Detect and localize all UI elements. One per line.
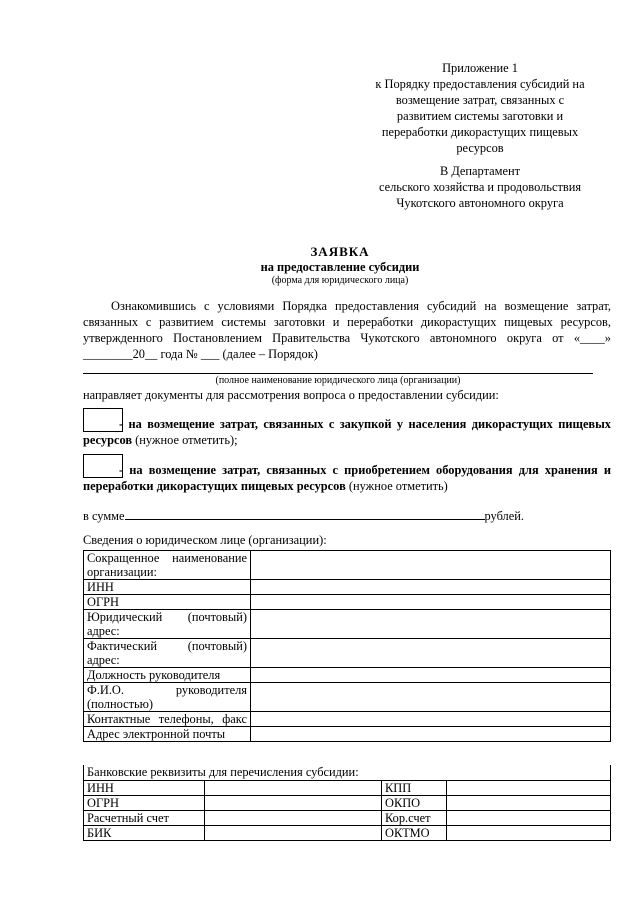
table-row xyxy=(84,639,611,668)
appendix-block xyxy=(355,60,605,156)
bank-value-account[interactable] xyxy=(205,811,382,826)
row-value-short-name[interactable] xyxy=(251,551,611,580)
row-value-legal-address[interactable] xyxy=(251,610,611,639)
option-purchase-text xyxy=(83,416,611,448)
row-label-head-name: Ф.И.О. руководителя (полностью) xyxy=(84,683,251,712)
table-row xyxy=(84,610,611,639)
appendix-line: к Порядку предоставления субсидий на xyxy=(375,77,585,91)
org-name-line[interactable] xyxy=(83,373,593,374)
appendix-line: ресурсов xyxy=(456,141,504,155)
bank-label-account: Расчетный счет xyxy=(84,811,205,826)
row-label-actual-address: Фактический (почтовый) адрес: xyxy=(84,639,251,668)
org-name-caption: (полное наименование юридического лица (организации) xyxy=(215,375,461,386)
row-value-head-position[interactable] xyxy=(251,668,611,683)
table-row xyxy=(84,781,611,796)
bank-label-okpo: ОКПО xyxy=(382,796,447,811)
appendix-line: развитием системы заготовки и xyxy=(396,109,564,123)
bank-value-corr-account[interactable] xyxy=(447,811,611,826)
table-row xyxy=(84,551,611,580)
bank-label-ogrn: ОГРН xyxy=(84,796,205,811)
row-label-phones: Контактные телефоны, факс xyxy=(84,712,251,727)
row-label-ogrn: ОГРН xyxy=(84,595,251,610)
document-form-note: (форма для юридического лица) xyxy=(271,275,409,286)
option-equipment-text xyxy=(83,462,611,494)
bank-label-kpp: КПП xyxy=(382,781,447,796)
addressee-line: В Департамент xyxy=(439,164,521,178)
row-value-email[interactable] xyxy=(251,727,611,742)
addressee-block xyxy=(355,163,605,211)
option-purchase-note: (нужное отметить); xyxy=(132,433,238,447)
sum-line xyxy=(83,507,611,524)
bank-label-bik: БИК xyxy=(84,826,205,841)
sum-blank-field[interactable] xyxy=(125,507,485,520)
table-row xyxy=(84,727,611,742)
sum-prefix: в сумме xyxy=(83,509,125,523)
row-value-actual-address[interactable] xyxy=(251,639,611,668)
appendix-line: Приложение 1 xyxy=(442,61,518,75)
table-row xyxy=(84,826,611,841)
bank-label-oktmo: ОКТМО xyxy=(382,826,447,841)
addressee-line: Чукотского автономного округа xyxy=(396,196,564,210)
row-label-head-position: Должность руководителя xyxy=(84,668,251,683)
option-equipment-label: - на возмещение затрат, связанных с приобретением оборудования для хранения и переработки дикорастущих пищевых ресурсов xyxy=(83,463,611,493)
title-block xyxy=(0,244,640,287)
table-row xyxy=(84,683,611,712)
document-subtitle: на предоставление субсидии xyxy=(260,260,420,274)
org-info-heading: Сведения о юридическом лице (организации): xyxy=(83,533,327,547)
org-info-table xyxy=(83,550,611,742)
bank-value-inn[interactable] xyxy=(205,781,382,796)
table-row xyxy=(84,796,611,811)
table-row xyxy=(84,712,611,727)
row-value-ogrn[interactable] xyxy=(251,595,611,610)
bank-value-okpo[interactable] xyxy=(447,796,611,811)
bank-value-bik[interactable] xyxy=(205,826,382,841)
bank-value-kpp[interactable] xyxy=(447,781,611,796)
bank-value-ogrn[interactable] xyxy=(205,796,382,811)
option-equipment-note: (нужное отметить) xyxy=(345,479,448,493)
addressee-line: сельского хозяйства и продовольствия xyxy=(378,180,582,194)
bank-details-caption: Банковские реквизиты для перечисления субсидии: xyxy=(83,765,611,780)
bank-value-oktmo[interactable] xyxy=(447,826,611,841)
table-row xyxy=(84,668,611,683)
row-value-head-name[interactable] xyxy=(251,683,611,712)
row-label-short-name: Сокращенное наименование организации: xyxy=(84,551,251,580)
table-row xyxy=(84,595,611,610)
row-label-email: Адрес электронной почты xyxy=(84,727,251,742)
sends-documents-text: направляет документы для рассмотрения вопроса о предоставлении субсидии: xyxy=(83,388,499,402)
document-title: ЗАЯВКА xyxy=(310,244,370,259)
bank-label-corr-account: Кор.счет xyxy=(382,811,447,826)
table-row xyxy=(84,580,611,595)
row-value-phones[interactable] xyxy=(251,712,611,727)
sum-suffix: рублей. xyxy=(484,509,524,523)
row-label-legal-address: Юридический (почтовый) адрес: xyxy=(84,610,251,639)
bank-label-inn: ИНН xyxy=(84,781,205,796)
bank-details-table xyxy=(83,780,611,841)
table-row xyxy=(84,811,611,826)
option-purchase-label: - на возмещение затрат, связанных с закупкой у населения дикорастущих пищевых ресурсов xyxy=(83,417,611,447)
row-value-inn[interactable] xyxy=(251,580,611,595)
row-label-inn: ИНН xyxy=(84,580,251,595)
appendix-line: возмещение затрат, связанных с xyxy=(395,93,565,107)
appendix-line: переработки дикорастущих пищевых xyxy=(381,125,579,139)
intro-paragraph: Ознакомившись с условиями Порядка предоставления субсидий на возмещение затрат, связанных с развитием системы заготовки и переработки дикорастущих пищевых ресурсов, утвержденного Постановлением Правительства Чукотского автономного округа от «____» ________20__ года № ___ (далее – Порядок) xyxy=(83,299,611,361)
